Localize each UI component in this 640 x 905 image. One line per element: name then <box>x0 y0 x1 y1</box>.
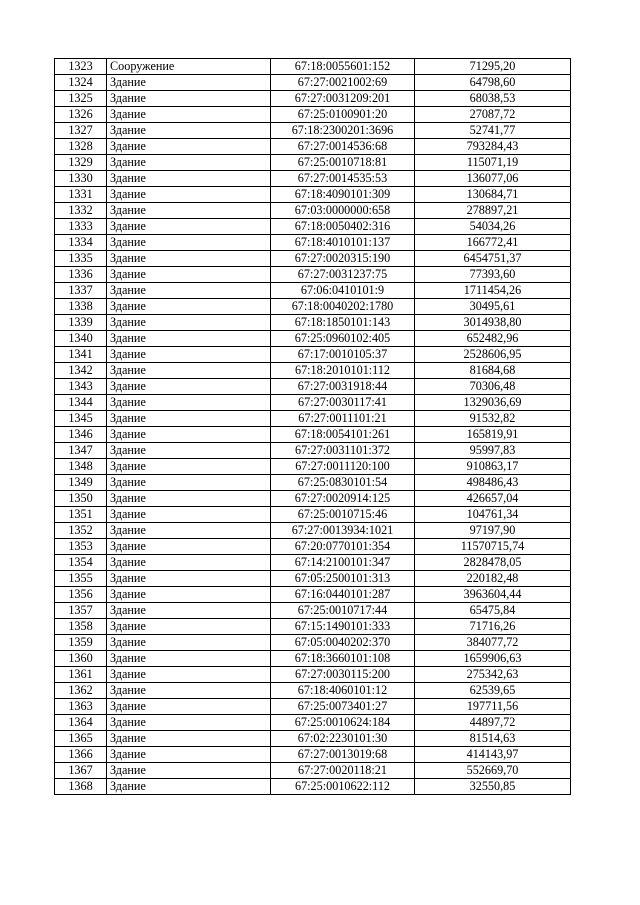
table-row <box>55 379 571 395</box>
object-type-cell: Здание <box>107 523 271 539</box>
row-number-cell: 1367 <box>55 763 107 779</box>
value-cell: 1659906,63 <box>415 651 571 667</box>
value-cell: 384077,72 <box>415 635 571 651</box>
value-cell: 1329036,69 <box>415 395 571 411</box>
object-type-cell: Здание <box>107 251 271 267</box>
property-table-body <box>55 59 571 795</box>
row-number-cell: 1348 <box>55 459 107 475</box>
object-type-cell: Здание <box>107 427 271 443</box>
object-type-cell: Здание <box>107 395 271 411</box>
row-number-cell: 1333 <box>55 219 107 235</box>
value-cell: 71295,20 <box>415 59 571 75</box>
value-cell: 64798,60 <box>415 75 571 91</box>
table-row <box>55 59 571 75</box>
object-type-cell: Здание <box>107 155 271 171</box>
row-number-cell: 1328 <box>55 139 107 155</box>
object-type-cell: Здание <box>107 139 271 155</box>
row-number-cell: 1355 <box>55 571 107 587</box>
row-number-cell: 1340 <box>55 331 107 347</box>
object-type-cell: Здание <box>107 203 271 219</box>
row-number-cell: 1361 <box>55 667 107 683</box>
object-type-cell: Здание <box>107 555 271 571</box>
value-cell: 81514,63 <box>415 731 571 747</box>
object-type-cell: Здание <box>107 299 271 315</box>
row-number-cell: 1343 <box>55 379 107 395</box>
object-type-cell: Здание <box>107 779 271 795</box>
row-number-cell: 1330 <box>55 171 107 187</box>
cadastral-number-cell: 67:06:0410101:9 <box>271 283 415 299</box>
table-row <box>55 91 571 107</box>
object-type-cell: Здание <box>107 571 271 587</box>
table-row <box>55 667 571 683</box>
object-type-cell: Здание <box>107 475 271 491</box>
table-row <box>55 555 571 571</box>
object-type-cell: Здание <box>107 683 271 699</box>
object-type-cell: Здание <box>107 187 271 203</box>
row-number-cell: 1339 <box>55 315 107 331</box>
table-row <box>55 731 571 747</box>
value-cell: 498486,43 <box>415 475 571 491</box>
cadastral-number-cell: 67:27:0030117:41 <box>271 395 415 411</box>
row-number-cell: 1368 <box>55 779 107 795</box>
cadastral-number-cell: 67:15:1490101:333 <box>271 619 415 635</box>
value-cell: 65475,84 <box>415 603 571 619</box>
table-row <box>55 523 571 539</box>
table-row <box>55 171 571 187</box>
value-cell: 166772,41 <box>415 235 571 251</box>
table-row <box>55 603 571 619</box>
row-number-cell: 1323 <box>55 59 107 75</box>
object-type-cell: Здание <box>107 75 271 91</box>
row-number-cell: 1358 <box>55 619 107 635</box>
value-cell: 793284,43 <box>415 139 571 155</box>
cadastral-number-cell: 67:20:0770101:354 <box>271 539 415 555</box>
table-row <box>55 699 571 715</box>
row-number-cell: 1338 <box>55 299 107 315</box>
object-type-cell: Здание <box>107 267 271 283</box>
object-type-cell: Здание <box>107 667 271 683</box>
table-row <box>55 411 571 427</box>
row-number-cell: 1365 <box>55 731 107 747</box>
cadastral-number-cell: 67:18:2300201:3696 <box>271 123 415 139</box>
row-number-cell: 1363 <box>55 699 107 715</box>
cadastral-number-cell: 67:18:0054101:261 <box>271 427 415 443</box>
value-cell: 11570715,74 <box>415 539 571 555</box>
cadastral-number-cell: 67:27:0020118:21 <box>271 763 415 779</box>
row-number-cell: 1345 <box>55 411 107 427</box>
object-type-cell: Здание <box>107 107 271 123</box>
object-type-cell: Здание <box>107 747 271 763</box>
row-number-cell: 1327 <box>55 123 107 139</box>
object-type-cell: Здание <box>107 123 271 139</box>
table-row <box>55 219 571 235</box>
row-number-cell: 1332 <box>55 203 107 219</box>
row-number-cell: 1351 <box>55 507 107 523</box>
row-number-cell: 1356 <box>55 587 107 603</box>
cadastral-number-cell: 67:17:0010105:37 <box>271 347 415 363</box>
object-type-cell: Здание <box>107 235 271 251</box>
table-row <box>55 331 571 347</box>
object-type-cell: Здание <box>107 315 271 331</box>
value-cell: 426657,04 <box>415 491 571 507</box>
row-number-cell: 1362 <box>55 683 107 699</box>
row-number-cell: 1353 <box>55 539 107 555</box>
object-type-cell: Здание <box>107 491 271 507</box>
value-cell: 91532,82 <box>415 411 571 427</box>
value-cell: 68038,53 <box>415 91 571 107</box>
value-cell: 52741,77 <box>415 123 571 139</box>
object-type-cell: Здание <box>107 219 271 235</box>
cadastral-number-cell: 67:18:1850101:143 <box>271 315 415 331</box>
object-type-cell: Здание <box>107 411 271 427</box>
value-cell: 275342,63 <box>415 667 571 683</box>
cadastral-number-cell: 67:25:0010624:184 <box>271 715 415 731</box>
cadastral-number-cell: 67:25:0010622:112 <box>271 779 415 795</box>
table-row <box>55 299 571 315</box>
value-cell: 278897,21 <box>415 203 571 219</box>
row-number-cell: 1344 <box>55 395 107 411</box>
table-row <box>55 715 571 731</box>
row-number-cell: 1341 <box>55 347 107 363</box>
row-number-cell: 1334 <box>55 235 107 251</box>
object-type-cell: Здание <box>107 171 271 187</box>
value-cell: 54034,26 <box>415 219 571 235</box>
cadastral-number-cell: 67:27:0013934:1021 <box>271 523 415 539</box>
table-row <box>55 267 571 283</box>
object-type-cell: Здание <box>107 363 271 379</box>
table-row <box>55 635 571 651</box>
value-cell: 30495,61 <box>415 299 571 315</box>
cadastral-number-cell: 67:18:3660101:108 <box>271 651 415 667</box>
value-cell: 2828478,05 <box>415 555 571 571</box>
table-row <box>55 123 571 139</box>
table-row <box>55 763 571 779</box>
cadastral-number-cell: 67:27:0021002:69 <box>271 75 415 91</box>
cadastral-number-cell: 67:25:0960102:405 <box>271 331 415 347</box>
value-cell: 652482,96 <box>415 331 571 347</box>
cadastral-number-cell: 67:05:0040202:370 <box>271 635 415 651</box>
cadastral-number-cell: 67:27:0020315:190 <box>271 251 415 267</box>
cadastral-number-cell: 67:27:0030115:200 <box>271 667 415 683</box>
object-type-cell: Здание <box>107 715 271 731</box>
row-number-cell: 1347 <box>55 443 107 459</box>
table-row <box>55 187 571 203</box>
cadastral-number-cell: 67:27:0031209:201 <box>271 91 415 107</box>
object-type-cell: Здание <box>107 635 271 651</box>
table-row <box>55 203 571 219</box>
table-row <box>55 155 571 171</box>
row-number-cell: 1325 <box>55 91 107 107</box>
row-number-cell: 1324 <box>55 75 107 91</box>
value-cell: 3963604,44 <box>415 587 571 603</box>
object-type-cell: Здание <box>107 603 271 619</box>
row-number-cell: 1357 <box>55 603 107 619</box>
value-cell: 136077,06 <box>415 171 571 187</box>
value-cell: 70306,48 <box>415 379 571 395</box>
value-cell: 81684,68 <box>415 363 571 379</box>
cadastral-number-cell: 67:25:0010717:44 <box>271 603 415 619</box>
cadastral-number-cell: 67:18:0040202:1780 <box>271 299 415 315</box>
table-row <box>55 107 571 123</box>
cadastral-number-cell: 67:03:0000000:658 <box>271 203 415 219</box>
value-cell: 165819,91 <box>415 427 571 443</box>
value-cell: 44897,72 <box>415 715 571 731</box>
object-type-cell: Здание <box>107 699 271 715</box>
table-row <box>55 347 571 363</box>
row-number-cell: 1336 <box>55 267 107 283</box>
table-row <box>55 395 571 411</box>
row-number-cell: 1342 <box>55 363 107 379</box>
object-type-cell: Здание <box>107 347 271 363</box>
cadastral-number-cell: 67:18:0055601:152 <box>271 59 415 75</box>
object-type-cell: Здание <box>107 619 271 635</box>
row-number-cell: 1329 <box>55 155 107 171</box>
table-row <box>55 427 571 443</box>
row-number-cell: 1366 <box>55 747 107 763</box>
cadastral-number-cell: 67:16:0440101:287 <box>271 587 415 603</box>
cadastral-number-cell: 67:27:0014535:53 <box>271 171 415 187</box>
cadastral-number-cell: 67:25:0100901:20 <box>271 107 415 123</box>
row-number-cell: 1350 <box>55 491 107 507</box>
object-type-cell: Здание <box>107 651 271 667</box>
row-number-cell: 1364 <box>55 715 107 731</box>
value-cell: 1711454,26 <box>415 283 571 299</box>
cadastral-number-cell: 67:27:0014536:68 <box>271 139 415 155</box>
row-number-cell: 1349 <box>55 475 107 491</box>
value-cell: 32550,85 <box>415 779 571 795</box>
value-cell: 77393,60 <box>415 267 571 283</box>
value-cell: 197711,56 <box>415 699 571 715</box>
table-row <box>55 683 571 699</box>
object-type-cell: Здание <box>107 539 271 555</box>
cadastral-number-cell: 67:27:0020914:125 <box>271 491 415 507</box>
cadastral-number-cell: 67:25:0010715:46 <box>271 507 415 523</box>
object-type-cell: Здание <box>107 91 271 107</box>
value-cell: 2528606,95 <box>415 347 571 363</box>
value-cell: 414143,97 <box>415 747 571 763</box>
table-row <box>55 443 571 459</box>
cadastral-number-cell: 67:25:0010718:81 <box>271 155 415 171</box>
cadastral-number-cell: 67:27:0011120:100 <box>271 459 415 475</box>
property-table <box>54 58 571 795</box>
table-row <box>55 619 571 635</box>
cadastral-number-cell: 67:05:2500101:313 <box>271 571 415 587</box>
value-cell: 220182,48 <box>415 571 571 587</box>
table-row <box>55 475 571 491</box>
table-row <box>55 747 571 763</box>
table-row <box>55 139 571 155</box>
cadastral-number-cell: 67:14:2100101:347 <box>271 555 415 571</box>
cadastral-number-cell: 67:25:0073401:27 <box>271 699 415 715</box>
table-row <box>55 459 571 475</box>
cadastral-number-cell: 67:18:4010101:137 <box>271 235 415 251</box>
cadastral-number-cell: 67:27:0031918:44 <box>271 379 415 395</box>
value-cell: 97197,90 <box>415 523 571 539</box>
value-cell: 130684,71 <box>415 187 571 203</box>
cadastral-number-cell: 67:27:0031101:372 <box>271 443 415 459</box>
value-cell: 115071,19 <box>415 155 571 171</box>
cadastral-number-cell: 67:02:2230101:30 <box>271 731 415 747</box>
row-number-cell: 1326 <box>55 107 107 123</box>
table-row <box>55 491 571 507</box>
value-cell: 104761,34 <box>415 507 571 523</box>
table-row <box>55 587 571 603</box>
table-row <box>55 539 571 555</box>
cadastral-number-cell: 67:25:0830101:54 <box>271 475 415 491</box>
row-number-cell: 1359 <box>55 635 107 651</box>
object-type-cell: Здание <box>107 379 271 395</box>
object-type-cell: Здание <box>107 587 271 603</box>
value-cell: 71716,26 <box>415 619 571 635</box>
cadastral-number-cell: 67:18:4060101:12 <box>271 683 415 699</box>
row-number-cell: 1335 <box>55 251 107 267</box>
table-row <box>55 315 571 331</box>
value-cell: 27087,72 <box>415 107 571 123</box>
value-cell: 3014938,80 <box>415 315 571 331</box>
row-number-cell: 1337 <box>55 283 107 299</box>
object-type-cell: Здание <box>107 459 271 475</box>
value-cell: 62539,65 <box>415 683 571 699</box>
cadastral-number-cell: 67:18:2010101:112 <box>271 363 415 379</box>
cadastral-number-cell: 67:27:0013019:68 <box>271 747 415 763</box>
table-row <box>55 779 571 795</box>
table-row <box>55 651 571 667</box>
object-type-cell: Здание <box>107 331 271 347</box>
object-type-cell: Здание <box>107 283 271 299</box>
cadastral-number-cell: 67:18:4090101:309 <box>271 187 415 203</box>
value-cell: 6454751,37 <box>415 251 571 267</box>
value-cell: 95997,83 <box>415 443 571 459</box>
cadastral-number-cell: 67:18:0050402:316 <box>271 219 415 235</box>
table-row <box>55 251 571 267</box>
cadastral-number-cell: 67:27:0011101:21 <box>271 411 415 427</box>
table-row <box>55 75 571 91</box>
table-row <box>55 571 571 587</box>
table-row <box>55 507 571 523</box>
value-cell: 552669,70 <box>415 763 571 779</box>
row-number-cell: 1354 <box>55 555 107 571</box>
row-number-cell: 1352 <box>55 523 107 539</box>
cadastral-number-cell: 67:27:0031237:75 <box>271 267 415 283</box>
object-type-cell: Здание <box>107 443 271 459</box>
table-row <box>55 283 571 299</box>
object-type-cell: Здание <box>107 763 271 779</box>
row-number-cell: 1346 <box>55 427 107 443</box>
object-type-cell: Здание <box>107 507 271 523</box>
value-cell: 910863,17 <box>415 459 571 475</box>
table-row <box>55 235 571 251</box>
row-number-cell: 1331 <box>55 187 107 203</box>
object-type-cell: Сооружение <box>107 59 271 75</box>
row-number-cell: 1360 <box>55 651 107 667</box>
object-type-cell: Здание <box>107 731 271 747</box>
table-row <box>55 363 571 379</box>
